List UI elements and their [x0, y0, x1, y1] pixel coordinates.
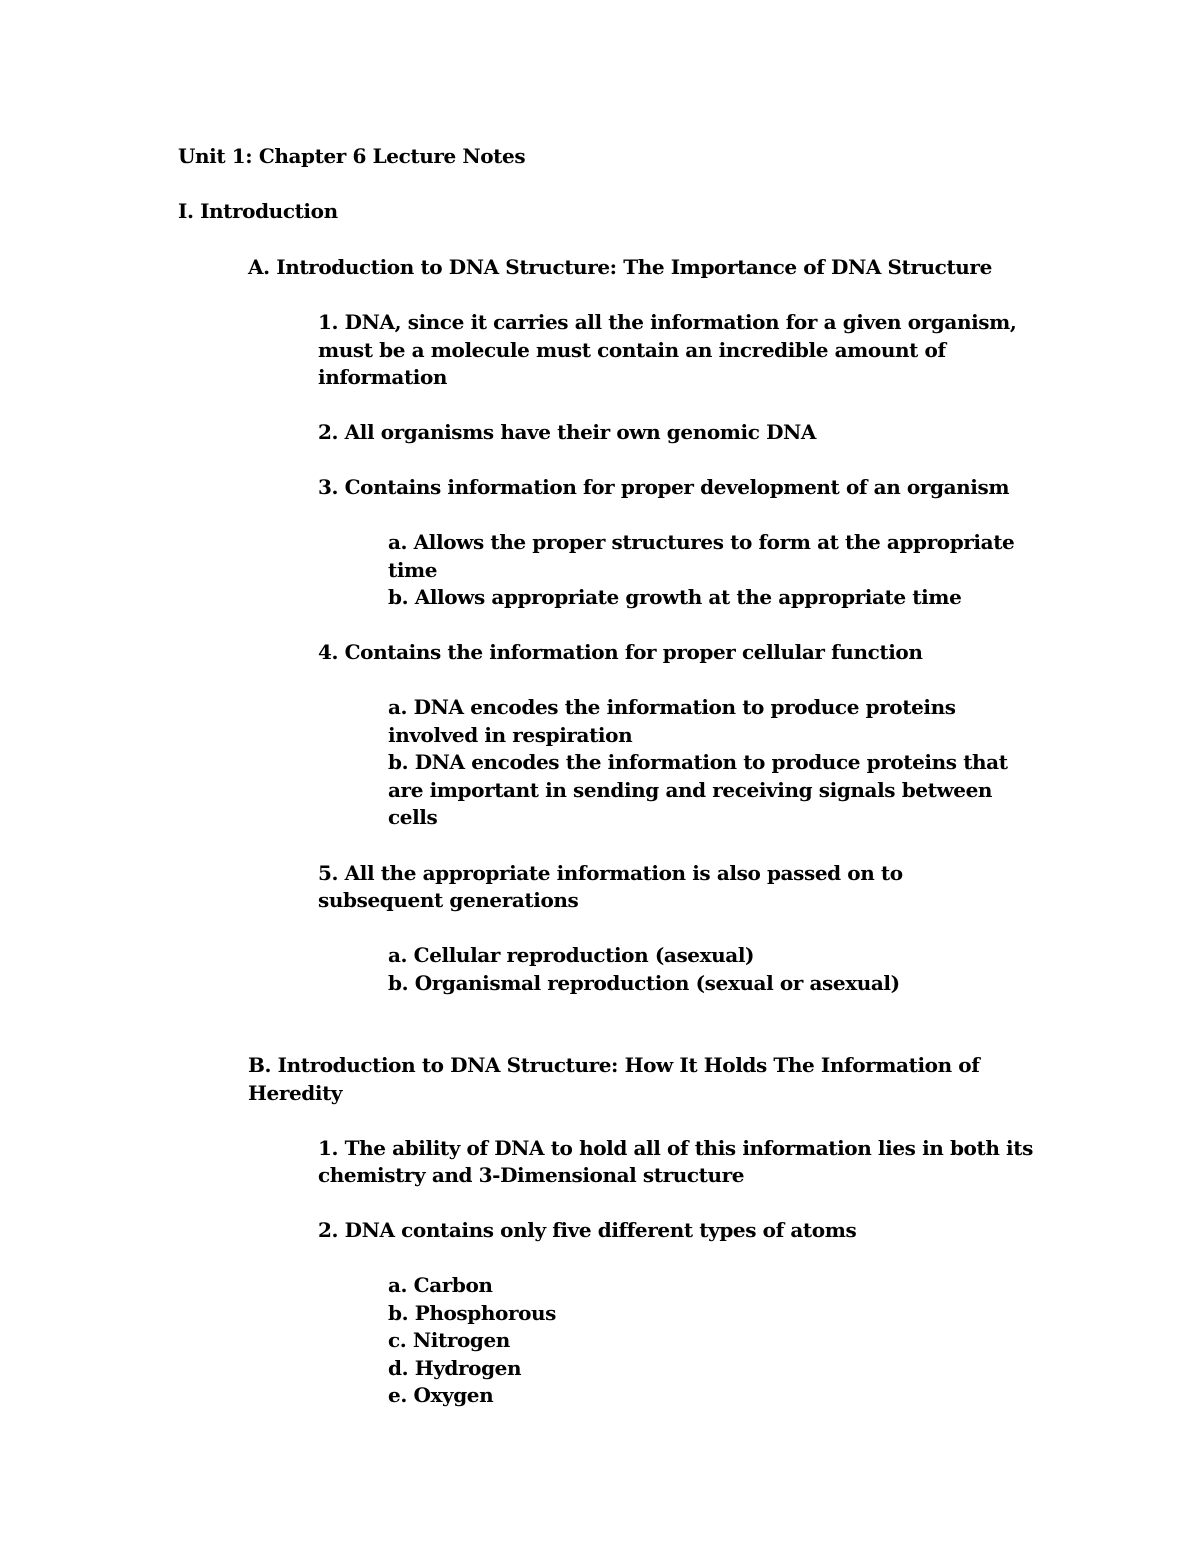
list-item: 2. All organisms have their own genomic DNA — [318, 420, 817, 444]
sub-list-item: c. Nitrogen — [388, 1328, 510, 1352]
sub-list-item: b. Allows appropriate growth at the appropriate time — [388, 585, 962, 609]
list-item-continued: must be a molecule must contain an incredible amount of — [318, 338, 946, 362]
list-item: 1. DNA, since it carries all the information for a given organism, — [318, 310, 1017, 334]
sub-list-item: d. Hydrogen — [388, 1356, 522, 1380]
list-item: 3. Contains information for proper development of an organism — [318, 475, 1010, 499]
list-item: 1. The ability of DNA to hold all of this information lies in both its — [318, 1136, 1033, 1160]
sub-list-item: b. Phosphorous — [388, 1301, 557, 1325]
sub-list-item: b. DNA encodes the information to produce proteins that — [388, 750, 1008, 774]
sub-list-item-continued: involved in respiration — [388, 723, 633, 747]
sub-list-item: e. Oxygen — [388, 1383, 494, 1407]
list-item: 2. DNA contains only five different types of atoms — [318, 1218, 857, 1242]
sub-list-item: a. Allows the proper structures to form at the appropriate — [388, 530, 1015, 554]
subsection-heading-b-continued: Heredity — [248, 1081, 343, 1105]
document-title: Unit 1: Chapter 6 Lecture Notes — [178, 144, 526, 168]
sub-list-item: a. Carbon — [388, 1273, 493, 1297]
sub-list-item-continued: are important in sending and receiving signals between — [388, 778, 993, 802]
subsection-heading-b: B. Introduction to DNA Structure: How It Holds The Information of — [248, 1053, 980, 1077]
section-heading-introduction: I. Introduction — [178, 199, 338, 223]
sub-list-item-continued: time — [388, 558, 438, 582]
list-item-continued: information — [318, 365, 448, 389]
list-item-continued: subsequent generations — [318, 888, 579, 912]
list-item: 4. Contains the information for proper cellular function — [318, 640, 923, 664]
list-item-continued: chemistry and 3-Dimensional structure — [318, 1163, 745, 1187]
sub-list-item: a. Cellular reproduction (asexual) — [388, 943, 755, 967]
sub-list-item: b. Organismal reproduction (sexual or asexual) — [388, 971, 900, 995]
sub-list-item: a. DNA encodes the information to produce proteins — [388, 695, 956, 719]
sub-list-item-continued: cells — [388, 805, 438, 829]
list-item: 5. All the appropriate information is also passed on to — [318, 861, 903, 885]
subsection-heading-a: A. Introduction to DNA Structure: The Importance of DNA Structure — [248, 255, 992, 279]
